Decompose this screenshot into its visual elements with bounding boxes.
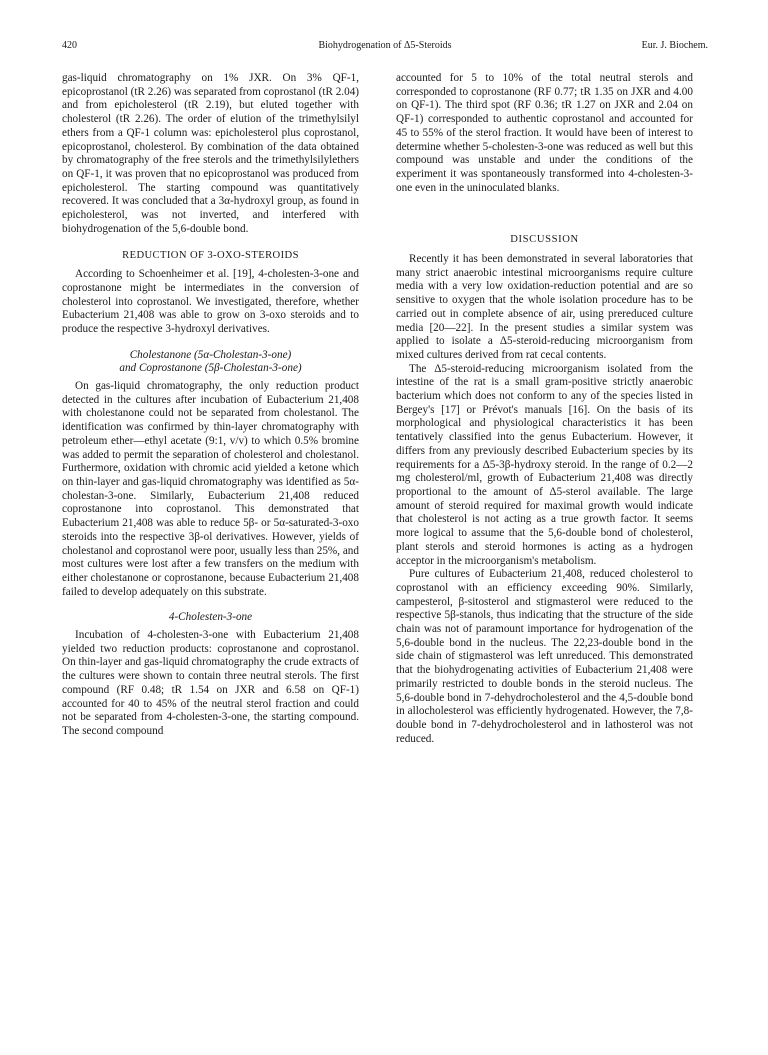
section-heading-discussion: DISCUSSION: [510, 234, 579, 246]
subheading-cholestanone-line1: Cholestanone (5α-Cholestan-3-one): [129, 348, 292, 361]
subheading-cholestenone: 4-Cholesten-3-one: [168, 611, 253, 624]
paragraph-schoenheimer: According to Schoenheimer et al. [19], 4-cholesten-3-one and coprostanone might be intermediates in the conversion of cholesterol into coprostanol. We investigated, therefore, whether Eubacterium 21,408 was able to grow on 3-oxo steroids and to produce the respective 3-hydroxyl derivatives.: [62, 268, 359, 335]
paragraph-cholestanone: On gas-liquid chromatography, the only reduction product detected in the cultures after incubation of Eubacterium 21,408 with cholestanone could not be separated from cholestanol. The identification was confirmed by thin-layer chromatography with petroleum ether—ethyl acetate (9:1, v/v) to which 0.5% bromine was added to permit the separation of cholesterol and cholestanol. Furthermore, oxidation with chromic acid yielded a ketone which on thin-layer and gas-liquid chromatography was identified as 5α-cholestan-3-one. Similarly, Eubacterium 21,408 reduced coprostanone into coprostanol. This demonstrated that Eubacterium 21,408 was able to reduce 5β- or 5α-saturated-3-oxo steroids into the respective 3β-ol derivatives. However, yields of cholestanol and coprostanol were poor, usually less than 25%, and most cultures were lost after a few transfers on the medium with either cholestanone or coprostanone, because Eubacterium 21,408 failed to develop adequately on this substrate.: [62, 380, 359, 598]
paragraph-continued: accounted for 5 to 10% of the total neutral sterols and corresponded to coprostanone (RF 0.77; tR 1.35 on JXR and 4.00 on QF-1). The third spot (RF 0.36; tR 1.27 on JXR and 2.04 on QF-1) corresponded to authentic coprostanol and accounted for 45 to 55% of the sterol fraction. It would have been of interest to determine whether 5-cholesten-3-one was reduced as well but this compound was unstable and under the conditions of the experiment it was spontaneously transformed into 4-cholesten-3-one even in the uninoculated blanks.: [396, 72, 693, 194]
left-column: [62, 72, 359, 739]
section-heading-reduction: REDUCTION OF 3-OXO-STEROIDS: [122, 250, 299, 262]
running-title: Biohydrogenation of Δ5-Steroids: [318, 40, 452, 51]
right-column: [396, 72, 693, 746]
paragraph-cholestenone: Incubation of 4-cholesten-3-one with Eubacterium 21,408 yielded two reduction products: coprostanone and coprostanol. On thin-layer and gas-liquid chromatography the crude extracts of the cultures were shown to contain three neutral sterols. The first compound (RF 0.48; tR 1.54 on JXR and 6.58 on QF-1) accounted for 40 to 45% of the neutral sterol fraction and could not be separated from 4-cholesten-3-one, the starting compound. The second compound: [62, 629, 359, 737]
journal-name: Eur. J. Biochem.: [641, 40, 708, 51]
subheading-cholestanone: [62, 349, 359, 376]
paragraph-anaerobic: Recently it has been demonstrated in several laboratories that many strict anaerobic intestinal microorganisms require culture media with a very low oxidation-reduction potential and are so sensitive to oxygen that the whole isolation procedure has to be carried out in complete absence of air, using prereduced culture media [20—22]. In the present studies a similar system was applied to isolate a Δ5-steroid-reducing microorganism from mixed cultures derived from rat cecal contents.: [396, 253, 693, 361]
paragraph-pure-cultures: Pure cultures of Eubacterium 21,408, reduced cholesterol to coprostanol with an efficiency exceeding 90%. Similarly, campesterol, β-sitosterol and stigmasterol were reduced to the respective 5β-stanols, thus indicating that the structure of the side chain was not of paramount importance for hydrogenation of the 5,6-double bond in the nucleus. The 22,23-double bond in the side chain of stigmasterol was left unreduced. This demonstrated that the biohydrogenating activities of Eubacterium 21,408 were primarily restricted to double bonds in the steroid nucleus. The 5,6-double bond in 7-dehydrocholesterol and the 4,5-double bond in allocholesterol was efficiently hydrogenated. However, the 7,8-double bond in 7-dehydrocholesterol and in lathosterol was not reduced.: [396, 568, 693, 745]
subheading-cholestanone-line2: and Coprostanone (5β-Cholestan-3-one): [119, 362, 302, 375]
paragraph-gas-liquid: gas-liquid chromatography on 1% JXR. On 3% QF-1, epicoprostanol (tR 2.26) was separated from coprostanol (tR 2.04) and from epicholesterol (tR 2.19), but eluted together with cholesterol (tR 2.26). The order of elution of the trimethylsilyl ethers from a QF-1 column was: epicholesterol plus coprostanol, epicoprostanol, cholesterol. By combination of the data obtained by chromatography of the free sterols and the trimethylsilylethers on QF-1, it was proven that no epicoprostanol was produced from epicholesterol. The starting compound was quantitatively recovered. It was concluded that a 3α-hydroxyl group, as found in epicholesterol, was not inverted, and interfered with biohydrogenation of the 5,6-double bond.: [62, 72, 360, 235]
paragraph-microorganism: The Δ5-steroid-reducing microorganism isolated from the intestine of the rat is a small gram-positive strictly anaerobic bacterium which does not conform to any of the species listed in Bergey's [17] or Prévot's manuals [16]. On the basis of its morphological and physiological characteristics it has been tentatively classified into the genus Eubacterium. However, it differs from any previously described Eubacterium species by its requirements for a Δ5-3β-hydroxy steroid. In the range of 0.2—2 mg cholesterol/ml, growth of Eubacterium 21,408 was directly proportional to the amount of Δ5-sterol available. The large amount of steroid required for maximal growth would indicate that cholesterol is not acting as a true growth factor. It seems more logical to assume that the 5,6-double bond of cholesterol, plant sterols and steroid hormones is acting as a hydrogen acceptor in the microorganism's metabolism.: [396, 362, 693, 567]
page-number: 420: [62, 40, 77, 51]
running-header: [62, 40, 708, 58]
